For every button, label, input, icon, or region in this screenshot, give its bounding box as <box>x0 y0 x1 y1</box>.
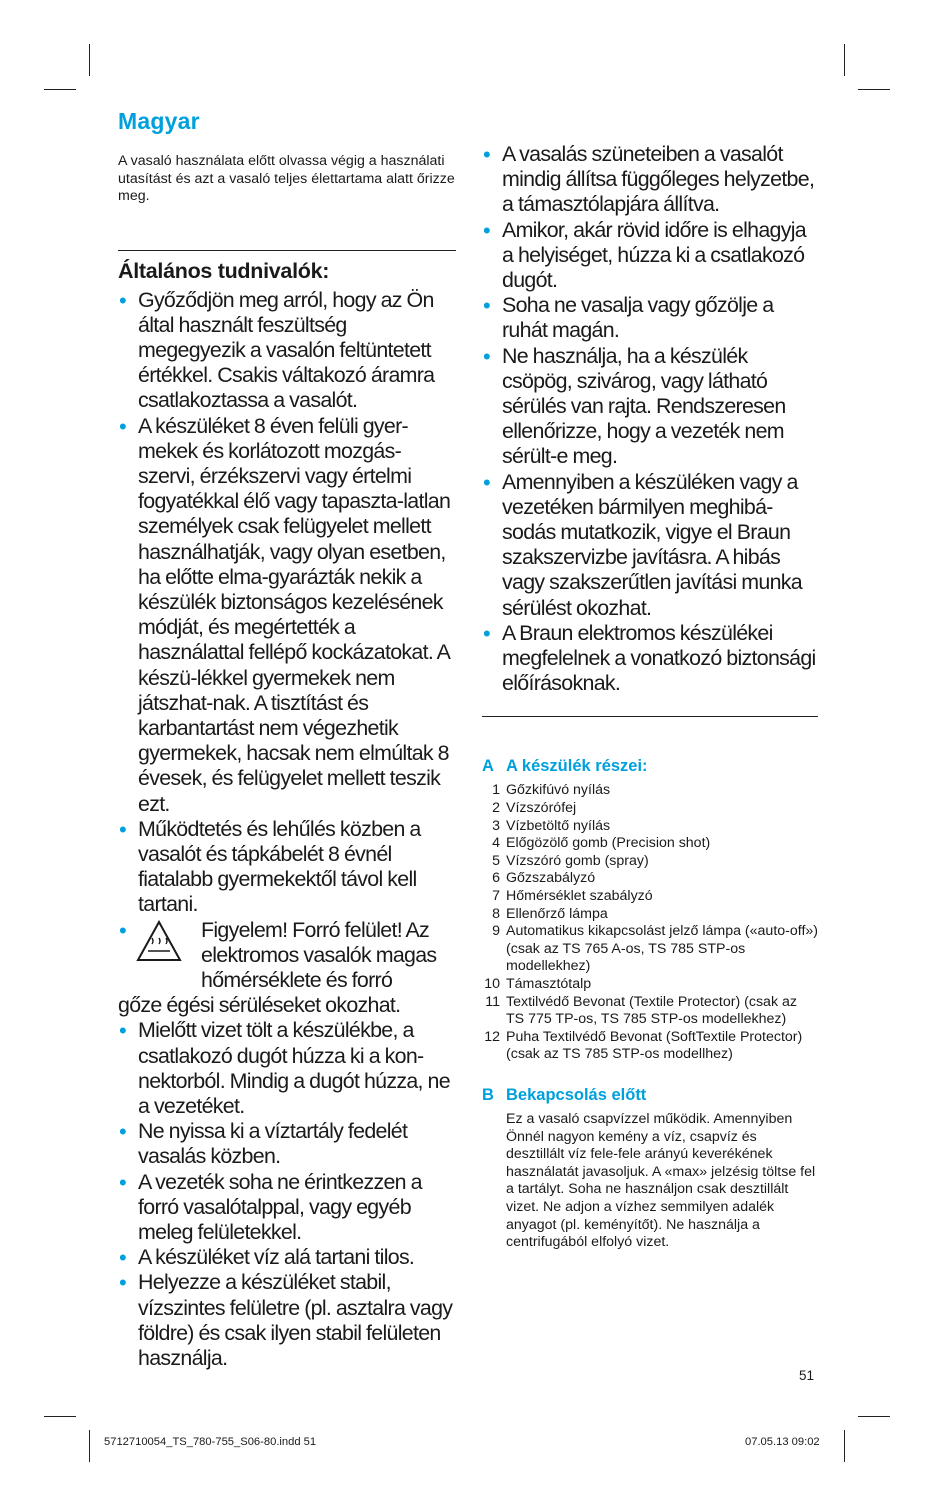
hot-surface-warning <box>118 918 456 1019</box>
part-number: 11 <box>485 993 500 1010</box>
part-item <box>482 976 818 994</box>
bullet-icon: • <box>119 1245 127 1271</box>
part-item <box>482 782 818 800</box>
part-number: 12 <box>484 1028 500 1045</box>
part-item <box>482 906 818 924</box>
part-label: Textilvédő Bevonat (Textile Protector) (csak az TS 775 TP-os, TS 785 STP-os modellekhez) <box>506 993 797 1028</box>
part-item <box>482 1029 818 1064</box>
bullet-icon: • <box>119 1119 127 1145</box>
list-item-text: A vasalás szüneteiben a vasalót mindig állítsa függőleges helyzetbe, a támasztólapjára állítva. <box>502 142 815 217</box>
list-item <box>118 817 456 918</box>
parts-list <box>482 782 818 1064</box>
part-number: 3 <box>492 817 500 834</box>
list-item <box>118 1018 456 1119</box>
list-item-text: Ne használja, ha a készülék csöpög, szivárog, vagy látható sérülés van rajta. Rendszeresen ellenőrizze, hogy a vezeték nem sérült-e meg. <box>502 343 786 469</box>
bullet-icon: • <box>119 1270 127 1296</box>
section-title: Általános tudnivalók: <box>118 258 330 283</box>
part-item <box>482 870 818 888</box>
bullet-icon: • <box>483 620 491 646</box>
list-item <box>482 470 818 621</box>
bullet-icon: • <box>483 343 491 369</box>
bullet-icon: • <box>119 816 127 842</box>
safety-list-continued <box>482 142 818 696</box>
part-item <box>482 800 818 818</box>
list-item <box>118 1245 456 1270</box>
crop-mark <box>858 1416 890 1417</box>
part-number: 10 <box>484 976 500 992</box>
bullet-icon: • <box>119 413 127 439</box>
part-number: 5 <box>492 852 500 869</box>
list-item-text: Győződjön meg arról, hogy az Ön által használt feszültség megegyezik a vasalón feltüntetett értékkel. Csakis váltakozó áramra csatlakoztassa a vasalót. <box>138 287 435 413</box>
part-item <box>482 888 818 906</box>
section-b-text: Ez a vasaló csapvízzel működik. Amennyiben Önnél nagyon kemény a víz, csapvíz és desztillált víz fele-fele arányú keverékének használatát javasoljuk. A «max» jelzésig töltse fel a tartályt. Soha ne használjon csak desztillált vizet. Ne adjon a vízhez semmilyen adalék anyagot (pl. keményítőt). Ne használja a centrifugából elfolyó vizet. <box>506 1110 816 1251</box>
bullet-icon: • <box>483 293 491 319</box>
crop-mark <box>44 89 76 90</box>
part-label: Automatikus kikapcsolást jelző lámpa («auto-off») (csak az TS 765 A-os, TS 785 STP-os modellekhez) <box>506 923 819 975</box>
list-item-text: Működtetés és lehűlés közben a vasalót és tápkábelét 8 évnél fiatalabb gyermekektől távol kell tartani. <box>138 816 421 917</box>
crop-mark <box>858 89 890 90</box>
list-item <box>118 1119 456 1169</box>
divider <box>118 250 456 251</box>
list-item-text: A Braun elektromos készülékei megfelelnek a vonatkozó biztonsági előírásoknak. <box>502 620 816 696</box>
section-a-letter: A <box>482 757 494 776</box>
list-item-text: Soha ne vasalja vagy gőzölje a ruhát magán. <box>502 293 774 343</box>
list-item <box>118 414 456 817</box>
part-number: 9 <box>492 923 500 940</box>
part-number: 1 <box>492 782 500 799</box>
part-label: Gőzkifúvó nyílás <box>506 782 611 799</box>
list-item-text: Helyezze a készüléket stabil, vízszintes felületre (pl. asztalra vagy földre) és csak ilyen stabil felületen használja. <box>138 1270 453 1371</box>
bullet-icon: • <box>483 469 491 495</box>
list-item-text: Amennyiben a készüléken vagy a vezetéken bármilyen meghibá-sodás mutatkozik, vigye el Braun szakszervizbe javításra. A hibás vagy szakszerűtlen javítási munka sérülést okozhat. <box>502 469 802 620</box>
list-item-text: Ne nyissa ki a víztartály fedelét vasalás közben. <box>138 1119 408 1169</box>
hot-surface-icon <box>136 920 182 962</box>
part-item <box>482 835 818 853</box>
part-number: 2 <box>492 800 500 817</box>
footer-file-info: 5712710054_TS_780-755_S06-80.indd 51 <box>104 1436 317 1448</box>
part-label: Vízszórófej <box>506 800 577 817</box>
warning-text: Figyelem! Forró felület! Az elektromos vasalók magas hőmérséklete és forró <box>201 917 437 992</box>
bullet-icon: • <box>119 1169 127 1195</box>
list-item <box>482 344 818 470</box>
list-item-text: A vezeték soha ne érintkezzen a forró vasalótalppal, vagy egyéb meleg felületekkel. <box>138 1169 422 1245</box>
list-item <box>482 293 818 343</box>
part-number: 4 <box>492 835 500 852</box>
part-number: 6 <box>492 870 500 887</box>
divider <box>482 716 818 717</box>
part-item <box>482 994 818 1029</box>
part-item <box>482 853 818 871</box>
bullet-icon: • <box>119 1018 127 1044</box>
language-title: Magyar <box>118 108 200 134</box>
list-item <box>118 1270 456 1371</box>
part-item <box>482 923 818 976</box>
bullet-icon: • <box>119 917 127 943</box>
bullet-icon: • <box>483 142 491 167</box>
part-number: 8 <box>492 905 500 922</box>
warning-text-tail: gőze égési sérüléseket okozhat. <box>118 993 401 1018</box>
right-column <box>482 142 818 1252</box>
crop-mark <box>89 1430 90 1462</box>
part-label: Ellenőrző lámpa <box>506 905 608 922</box>
intro-text: A vasaló használata előtt olvassa végig a használati utasítást és azt a vasaló teljes élettartama alatt őrizze meg. <box>118 153 455 204</box>
crop-mark <box>844 1430 845 1462</box>
section-b-letter: B <box>482 1085 494 1104</box>
footer-timestamp: 07.05.13 09:02 <box>745 1436 820 1448</box>
part-label: Támasztótalp <box>506 976 592 992</box>
list-item <box>482 621 818 697</box>
section-a-title <box>482 757 818 776</box>
part-label: Puha Textilvédő Bevonat (SoftTextile Protector) (csak az TS 785 STP-os modellhez) <box>506 1028 803 1063</box>
section-a-label: A készülék részei: <box>506 757 648 776</box>
crop-mark <box>44 1416 76 1417</box>
list-item-text: Amikor, akár rövid időre is elhagyja a helyiséget, húzza ki a csatlakozó dugót. <box>502 217 807 293</box>
part-number: 7 <box>492 888 500 905</box>
crop-mark <box>844 44 845 76</box>
part-label: Gőzszabályzó <box>506 870 596 887</box>
part-label: Vízbetöltő nyílás <box>506 817 611 834</box>
list-item <box>118 288 456 414</box>
list-item-text: A készüléket 8 éven felüli gyer-mekek és korlátozott mozgás-szervi, érzékszervi vagy értelmi fogyatékkal élő vagy tapaszta-latlan személyek csak felügyelet mellett használhatják, vagy olyan esetben, ha előtte elma-gyarázták nekik a készülék biztonságos kezelésének módját, és megértették a használattal fellépő kockázatokat. A készü-lékkel gyermekek nem játszhat-nak. A tisztítást és karbantartást nem végezhetik gyermekek, hacsak nem elmúltak 8 évesek, és felügyelet mellett teszik ezt. <box>138 413 451 816</box>
part-item <box>482 818 818 836</box>
crop-mark <box>89 44 90 76</box>
part-label: Vízszóró gomb (spray) <box>506 852 649 869</box>
page-number: 51 <box>798 1368 814 1383</box>
left-column <box>118 108 456 1371</box>
list-item-text: A készüléket víz alá tartani tilos. <box>138 1245 415 1270</box>
part-label: Előgözölő gomb (Precision shot) <box>506 835 711 852</box>
safety-list <box>118 288 456 1372</box>
section-b-label: Bekapcsolás előtt <box>506 1085 647 1104</box>
bullet-icon: • <box>119 287 127 313</box>
list-item <box>118 1170 456 1246</box>
list-item <box>482 142 818 218</box>
list-item-text: Mielőtt vizet tölt a készülékbe, a csatlakozó dugót húzza ki a kon-nektorból. Mindig a dugót húzza, ne a vezetéket. <box>138 1018 450 1118</box>
list-item <box>482 218 818 294</box>
bullet-icon: • <box>483 217 491 243</box>
section-b-title <box>482 1086 818 1105</box>
part-label: Hőmérséklet szabályzó <box>506 888 653 905</box>
